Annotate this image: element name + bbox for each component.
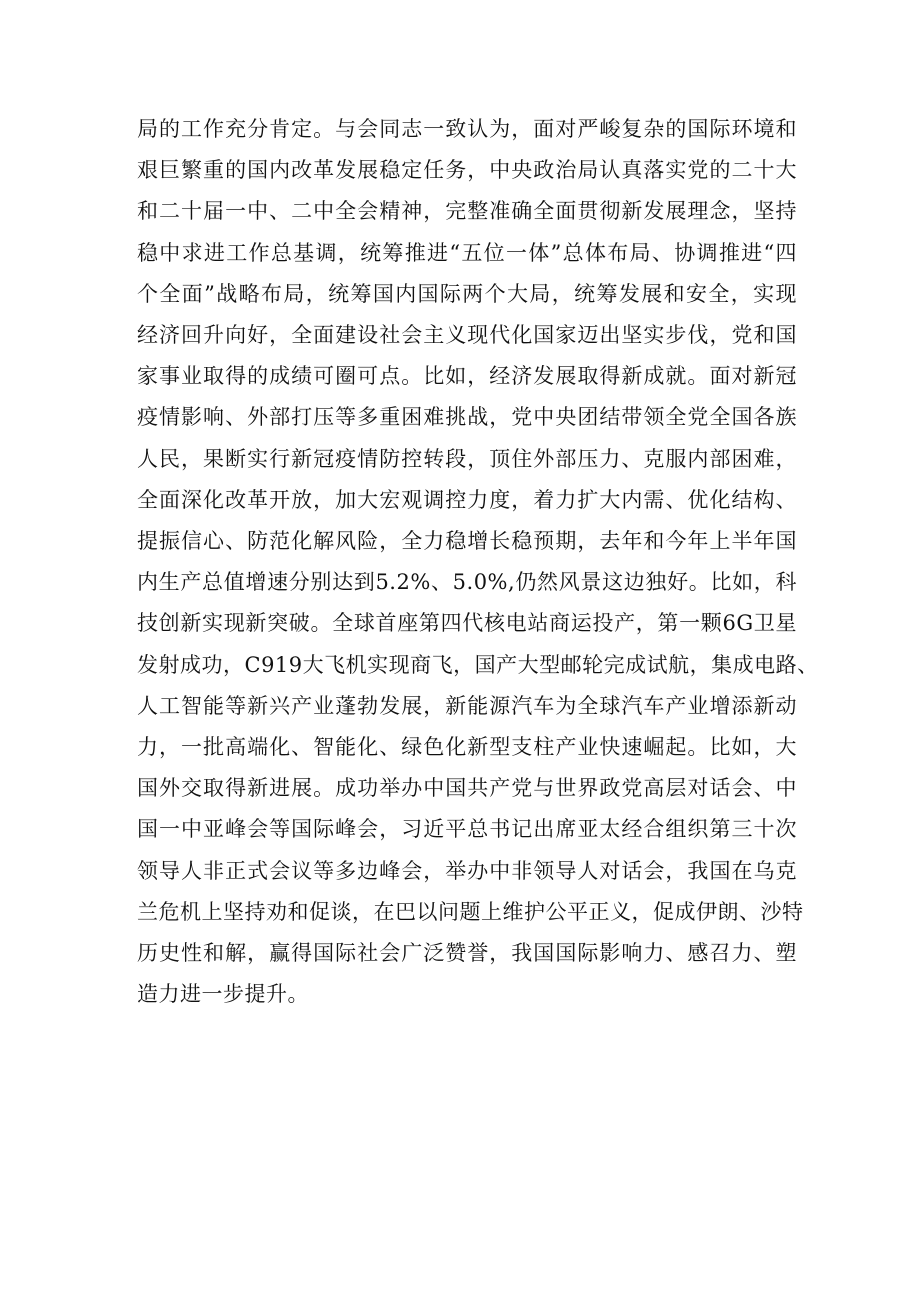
text-line: 稳中求进工作总基调，统筹推进“五位一体”总体布局、协调推进“四 [137, 240, 797, 265]
text-line: 历史性和解，赢得国际社会广泛赞誉，我国国际影响力、感召力、塑 [137, 941, 797, 966]
text-line: 经济回升向好，全面建设社会主义现代化国家迈出坚实步伐，党和国 [137, 323, 797, 348]
text-line: 和二十届一中、二中全会精神，完整准确全面贯彻新发展理念，坚持 [137, 199, 797, 224]
text-line: 个全面”战略布局，统筹国内国际两个大局，统筹发展和安全，实现 [137, 281, 797, 306]
body-paragraph [137, 109, 819, 1015]
text-line: 人工智能等新兴产业蓬勃发展，新能源汽车为全球汽车产业增添新动 [137, 693, 797, 718]
text-line: 提振信心、防范化解风险，全力稳增长稳预期，去年和今年上半年国 [137, 529, 797, 554]
text-line: 疫情影响、外部打压等多重困难挑战，党中央团结带领全党全国各族 [137, 405, 797, 430]
text-line: 人民，果断实行新冠疫情防控转段，顶住外部压力、克服内部困难， [137, 446, 797, 471]
text-line: 国外交取得新进展。成功举办中国共产党与世界政党高层对话会、中 [137, 776, 797, 801]
text-line: 造力进一步提升。 [137, 982, 309, 1007]
text-line: 技创新实现新突破。全球首座第四代核电站商运投产，第一颗6G卫星 [137, 611, 797, 636]
text-line: 国一中亚峰会等国际峰会，习近平总书记出席亚太经合组织第三十次 [137, 817, 797, 842]
text-line: 兰危机上坚持劝和促谈，在巴以问题上维护公平正义，促成伊朗、沙特 [137, 899, 804, 924]
text-line: 家事业取得的成绩可圈可点。比如，经济发展取得新成就。面对新冠 [137, 364, 797, 389]
text-line: 内生产总值增速分别达到5.2%、5.0%,仍然风景这边独好。比如，科 [137, 570, 797, 595]
text-line: 力，一批高端化、智能化、绿色化新型支柱产业快速崛起。比如，大 [137, 735, 797, 760]
text-line: 全面深化改革开放，加大宏观调控力度，着力扩大内需、优化结构、 [137, 487, 797, 512]
text-line: 局的工作充分肯定。与会同志一致认为，面对严峻复杂的国际环境和 [137, 117, 797, 141]
text-line: 发射成功，C919大飞机实现商飞，国产大型邮轮完成试航，集成电路、 [137, 652, 819, 677]
text-line: 领导人非正式会议等多边峰会，举办中非领导人对话会，我国在乌克 [137, 858, 797, 883]
text-line: 艰巨繁重的国内改革发展稳定任务，中央政治局认真落实党的二十大 [137, 158, 797, 183]
